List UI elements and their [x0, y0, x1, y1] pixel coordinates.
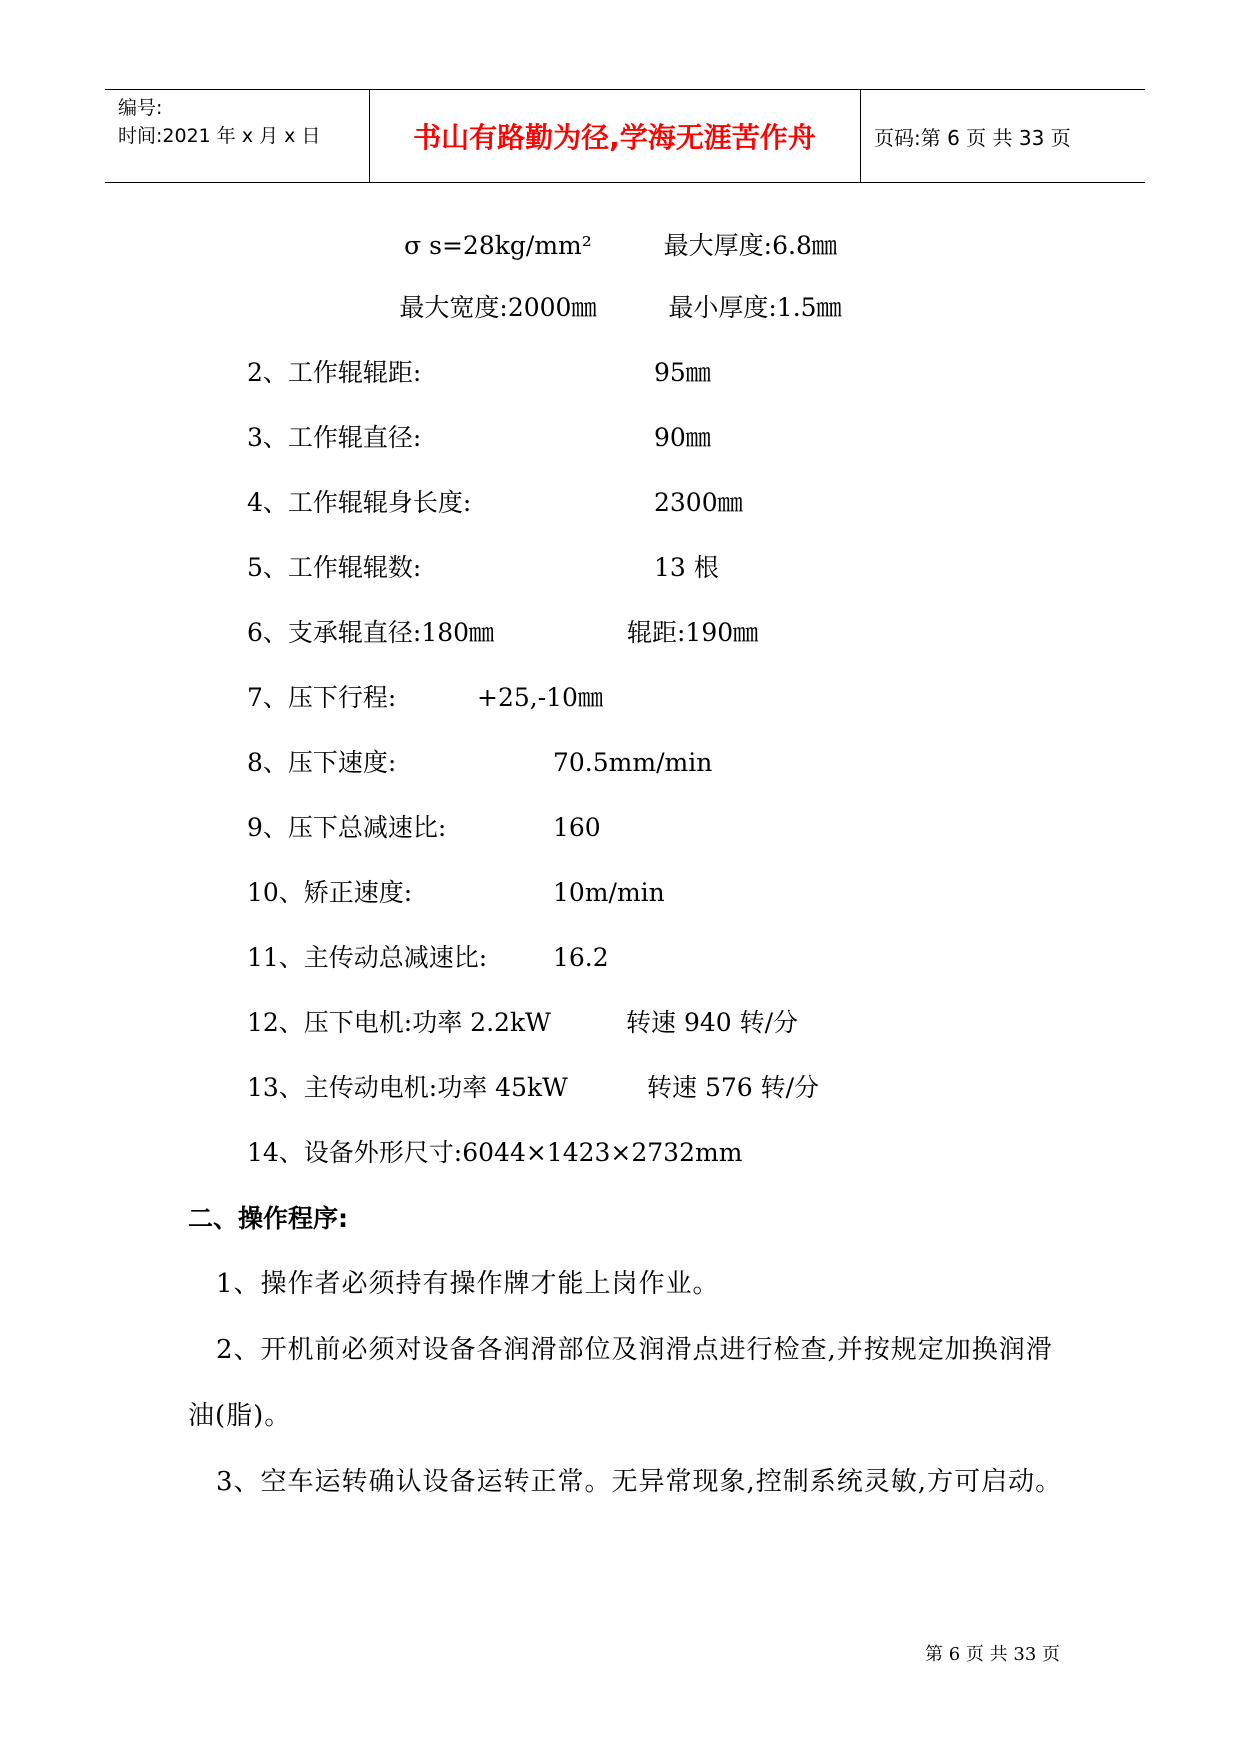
- header-motto: 书山有路勤为径,学海无涯苦作舟: [413, 121, 816, 154]
- spec-item: [247, 551, 719, 585]
- spec-value: 转速 576 转/分: [647, 1073, 820, 1102]
- spec-value: 辊距:190㎜: [627, 618, 759, 647]
- section-title: 二、操作程序:: [188, 1204, 348, 1233]
- spec-line-yield-thickness: [0, 229, 1241, 263]
- max-width: 最大宽度:2000㎜: [399, 293, 597, 322]
- document-number-label: 编号:: [118, 97, 163, 119]
- spec-label: 7、压下行程:: [247, 683, 397, 712]
- max-thickness: 最大厚度:6.8㎜: [663, 231, 837, 260]
- spec-item: [247, 811, 601, 845]
- spec-item: [247, 681, 603, 715]
- min-thickness: 最小厚度:1.5㎜: [668, 293, 842, 322]
- header-top-rule: [105, 89, 1145, 90]
- spec-value: 16.2: [553, 943, 609, 972]
- spec-value: 转速 940 转/分: [626, 1008, 799, 1037]
- spec-label: 10、矫正速度:: [247, 878, 413, 907]
- spec-value: 95㎜: [654, 358, 711, 387]
- spec-label: 9、压下总减速比:: [247, 813, 447, 842]
- spec-label: 8、压下速度:: [247, 748, 397, 777]
- spec-label: 3、工作辊直径:: [247, 423, 422, 452]
- footer-page-number: 第 6 页 共 33 页: [925, 1644, 1060, 1665]
- spec-item: [247, 421, 711, 455]
- header-page-number: 页码:第 6 页 共 33 页: [874, 126, 1071, 150]
- spec-label: 2、工作辊辊距:: [247, 358, 422, 387]
- spec-item: [247, 746, 713, 780]
- spec-item: [247, 1006, 799, 1040]
- spec-value: 2300㎜: [654, 488, 743, 517]
- spec-label: 12、压下电机:功率 2.2kW: [247, 1008, 551, 1037]
- spec-item: [247, 356, 711, 390]
- spec-label: 5、工作辊辊数:: [247, 553, 422, 582]
- spec-item: [247, 1136, 742, 1170]
- spec-value: 10m/min: [553, 878, 665, 907]
- document-date: 时间:2021 年 x 月 x 日: [118, 125, 321, 147]
- spec-value: 160: [553, 813, 601, 842]
- header-bottom-rule: [105, 182, 1145, 183]
- spec-label: 13、主传动电机:功率 45kW: [247, 1073, 568, 1102]
- spec-line-width-thickness: [0, 291, 1241, 325]
- spec-label: 6、支承辊直径:180㎜: [247, 618, 495, 647]
- procedure-paragraph: 1、操作者必须持有操作牌才能上岗作业。: [216, 1269, 720, 1299]
- spec-value: 90㎜: [654, 423, 711, 452]
- spec-value: 13 根: [654, 553, 719, 582]
- spec-label: 11、主传动总减速比:: [247, 943, 488, 972]
- header-divider-right: [860, 89, 861, 182]
- yield-strength: σ s=28kg/mm²: [404, 231, 592, 260]
- procedure-paragraph: 3、空车运转确认设备运转正常。无异常现象,控制系统灵敏,方可启动。: [216, 1467, 1063, 1497]
- spec-item: [247, 941, 609, 975]
- spec-label: 14、设备外形尺寸:6044×1423×2732mm: [247, 1138, 743, 1167]
- spec-value: 70.5mm/min: [553, 748, 713, 777]
- spec-item: [247, 1071, 820, 1105]
- header-meta: [118, 94, 320, 150]
- spec-label: 4、工作辊辊身长度:: [247, 488, 472, 517]
- spec-item: [247, 876, 665, 910]
- spec-item: [247, 616, 759, 650]
- spec-value: +25,-10㎜: [477, 683, 603, 712]
- spec-item: [247, 486, 743, 520]
- procedure-paragraph: 2、开机前必须对设备各润滑部位及润滑点进行检查,并按规定加换润滑油(脂)。: [188, 1335, 1053, 1431]
